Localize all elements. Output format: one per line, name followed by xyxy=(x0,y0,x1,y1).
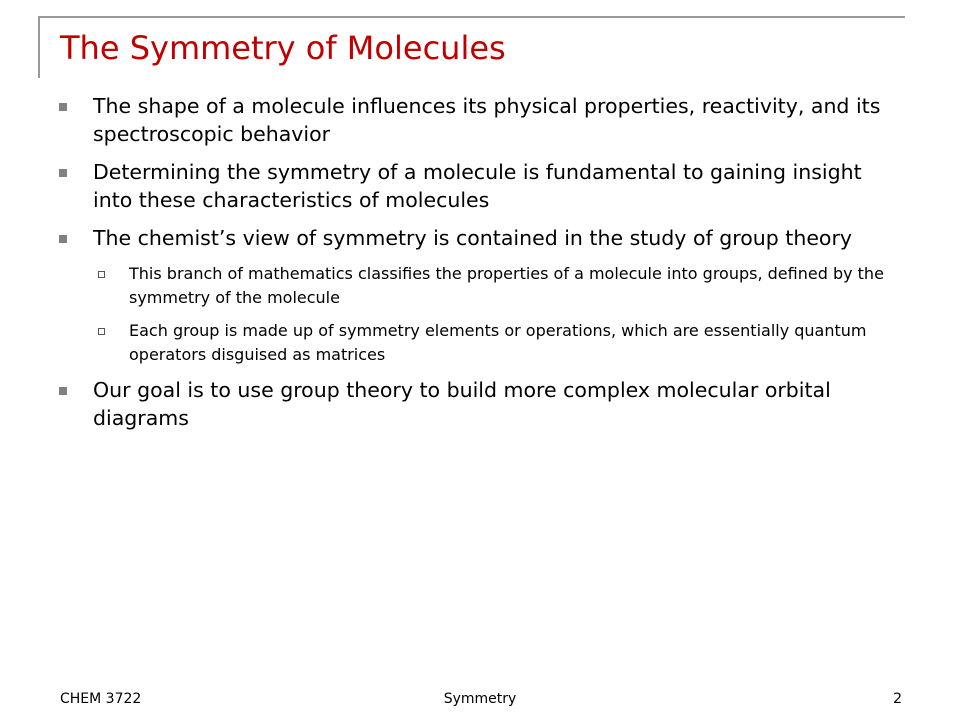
slide-frame-left xyxy=(38,16,40,78)
bullet-item xyxy=(0,224,960,252)
footer-page-number: 2 xyxy=(893,691,902,707)
footer-topic: Symmetry xyxy=(443,691,517,707)
sub-bullet-item xyxy=(0,319,960,367)
bullet-text: Determining the symmetry of a molecule is fundamental to gaining insight into these characteristics of molecules xyxy=(93,160,862,212)
bullet-text: Our goal is to use group theory to build more complex molecular orbital diagrams xyxy=(93,378,831,430)
bullet-text: The chemist’s view of symmetry is contained in the study of group theory xyxy=(93,226,853,250)
hollow-square-bullet-icon xyxy=(98,271,105,278)
slide-frame-top xyxy=(38,16,905,18)
footer-course: CHEM 3722 xyxy=(60,691,142,707)
sub-bullet-text: This branch of mathematics classifies the properties of a molecule into groups, defined by the symmetry of the molecule xyxy=(129,264,884,307)
bullet-text: The shape of a molecule influences its physical properties, reactivity, and its spectroscopic behavior xyxy=(93,94,881,146)
square-bullet-icon xyxy=(59,387,67,395)
slide-title: The Symmetry of Molecules xyxy=(60,29,506,67)
bullet-item xyxy=(0,376,960,432)
bullet-item xyxy=(0,92,960,148)
square-bullet-icon xyxy=(59,235,67,243)
square-bullet-icon xyxy=(59,103,67,111)
sub-bullet-text: Each group is made up of symmetry elements or operations, which are essentially quantum operators disguised as matrices xyxy=(129,321,867,364)
slide-content xyxy=(0,92,960,442)
hollow-square-bullet-icon xyxy=(98,328,105,335)
bullet-item xyxy=(0,158,960,214)
sub-bullet-item xyxy=(0,262,960,310)
square-bullet-icon xyxy=(59,169,67,177)
